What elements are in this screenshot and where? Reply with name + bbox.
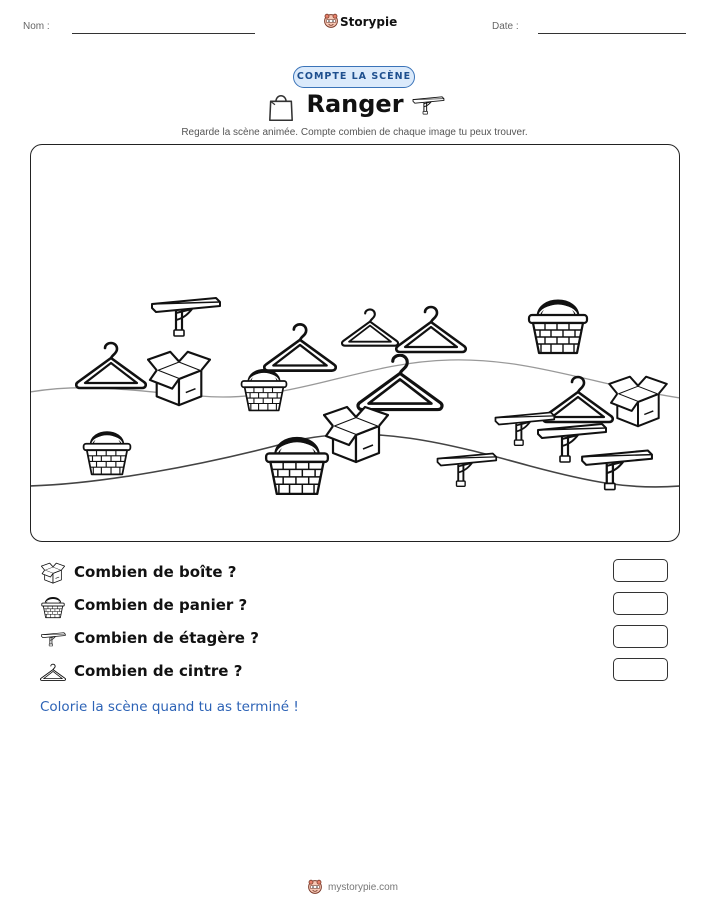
hanger-object-1 (76, 343, 145, 388)
question-label-hanger: Combien de cintre ? (74, 662, 243, 680)
coloring-note: Colorie la scène quand tu as terminé ! (40, 699, 299, 715)
brand-name: Storypie (340, 15, 398, 29)
box-object-2 (324, 407, 388, 462)
box-object-1 (147, 351, 209, 404)
question-row-shelf (40, 627, 680, 653)
question-row-box (40, 561, 680, 587)
basket-icon (40, 594, 66, 620)
box-object-3 (609, 376, 667, 426)
question-row-hanger (40, 660, 680, 686)
date-line[interactable] (538, 33, 686, 34)
question-label-shelf: Combien de étagère ? (74, 629, 259, 647)
site-url[interactable]: mystorypie.com (328, 882, 399, 893)
page-title: Ranger (306, 90, 404, 118)
basket-object-3 (83, 433, 130, 474)
storypie-logo-icon (323, 13, 339, 29)
question-label-basket: Combien de panier ? (74, 596, 248, 614)
shelf-icon (411, 95, 445, 115)
name-line[interactable] (72, 33, 255, 34)
scene-count-badge: COMPTE LA SCÈNE (293, 66, 415, 88)
shelf-object-4 (437, 453, 496, 486)
shelf-object-1 (152, 298, 220, 336)
basket-object-4 (266, 439, 328, 493)
shelf-object-5 (582, 450, 652, 489)
question-label-box: Combien de boîte ? (74, 563, 237, 581)
shelf-icon (40, 627, 66, 653)
question-row-basket (40, 594, 680, 620)
answer-box-shelf[interactable] (613, 625, 668, 648)
basket-object-2 (529, 302, 587, 353)
box-icon (40, 561, 66, 587)
scene-frame (30, 144, 680, 542)
hanger-object-3 (342, 309, 398, 345)
storypie-footer-logo-icon (307, 879, 323, 895)
name-label: Nom : (23, 21, 50, 32)
hanger-icon (40, 660, 66, 686)
date-label: Date : (492, 21, 519, 32)
hanger-object-5 (358, 355, 442, 409)
scene-drawing (30, 144, 680, 542)
hanger-object-2 (264, 324, 335, 370)
basket-object-1 (241, 370, 286, 409)
shopping-bag-icon (268, 91, 294, 122)
instructions: Regarde la scène animée. Compte combien de chaque image tu peux trouver. (181, 127, 528, 138)
answer-box-box[interactable] (613, 559, 668, 582)
answer-box-basket[interactable] (613, 592, 668, 615)
hanger-object-4 (396, 307, 465, 352)
answer-box-hanger[interactable] (613, 658, 668, 681)
